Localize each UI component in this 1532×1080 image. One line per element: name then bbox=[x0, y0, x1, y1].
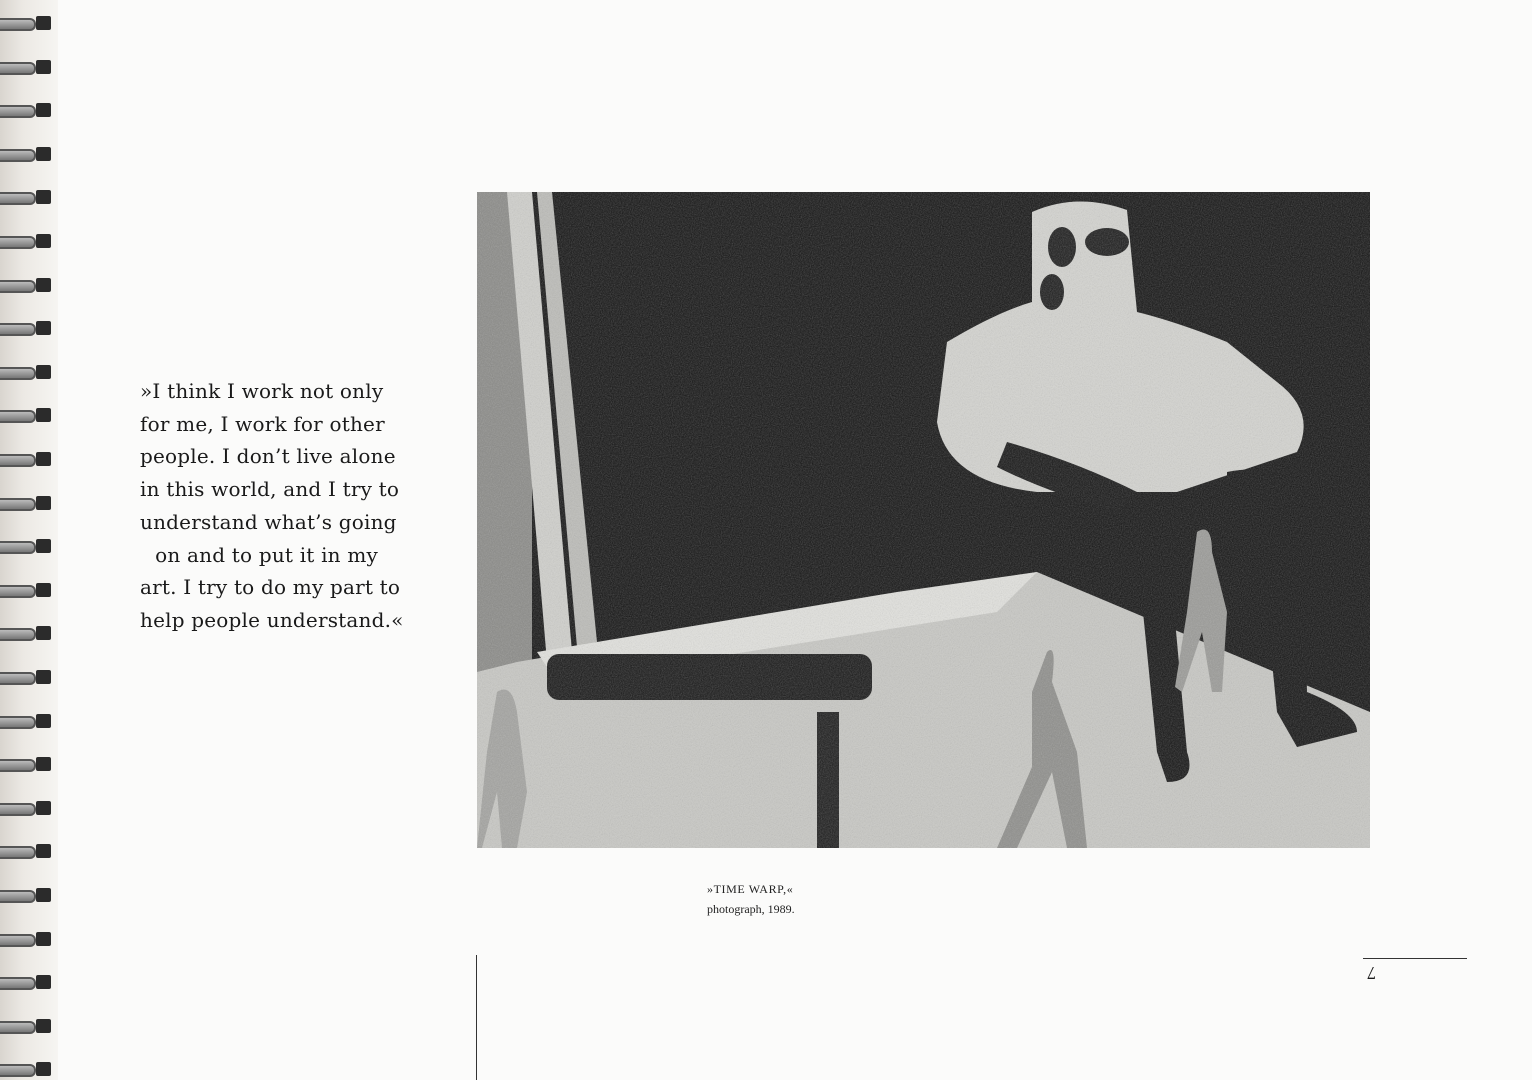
quote-line: in this world, and I try to bbox=[140, 477, 400, 502]
coil-wire bbox=[0, 149, 36, 162]
punch-hole bbox=[36, 670, 51, 684]
spiral-coil bbox=[0, 537, 54, 555]
coil-wire bbox=[0, 62, 36, 75]
punch-hole bbox=[36, 801, 51, 815]
spiral-coil bbox=[0, 842, 54, 860]
punch-hole bbox=[36, 365, 51, 379]
coil-wire bbox=[0, 934, 36, 947]
punch-hole bbox=[36, 321, 51, 335]
quote-line: understand what’s going bbox=[140, 509, 397, 534]
coil-wire bbox=[0, 628, 36, 641]
page-number: 7 bbox=[1367, 963, 1376, 983]
punch-hole bbox=[36, 452, 51, 466]
spiral-coil bbox=[0, 232, 54, 250]
coil-wire bbox=[0, 18, 36, 31]
spiral-coil bbox=[0, 450, 54, 468]
coil-wire bbox=[0, 672, 36, 685]
spiral-coil bbox=[0, 145, 54, 163]
coil-wire bbox=[0, 105, 36, 118]
spiral-coil bbox=[0, 712, 54, 730]
spiral-coil bbox=[0, 668, 54, 686]
caption-subtitle: photograph, 1989. bbox=[707, 902, 795, 916]
punch-hole bbox=[36, 60, 51, 74]
caption-title: »TIME WARP,« bbox=[707, 882, 794, 896]
coil-wire bbox=[0, 323, 36, 336]
coil-wire bbox=[0, 716, 36, 729]
quote-line: art. I try to do my part to bbox=[140, 575, 401, 600]
punch-hole bbox=[36, 278, 51, 292]
spiral-coil bbox=[0, 188, 54, 206]
punch-hole bbox=[36, 408, 51, 422]
punch-hole bbox=[36, 583, 51, 597]
photo-caption bbox=[707, 879, 795, 919]
spiral-coil bbox=[0, 799, 54, 817]
punch-hole bbox=[36, 539, 51, 553]
punch-hole bbox=[36, 757, 51, 771]
punch-hole bbox=[36, 103, 51, 117]
coil-wire bbox=[0, 803, 36, 816]
coil-wire bbox=[0, 498, 36, 511]
spiral-coil bbox=[0, 14, 54, 32]
artwork-photograph bbox=[477, 192, 1370, 848]
spiral-coil bbox=[0, 581, 54, 599]
spiral-coil bbox=[0, 1017, 54, 1035]
spiral-coil bbox=[0, 973, 54, 991]
quote-line: »I think I work not only bbox=[140, 379, 384, 403]
punch-hole bbox=[36, 844, 51, 858]
photograph-image bbox=[477, 192, 1370, 848]
spiral-coil bbox=[0, 101, 54, 119]
coil-wire bbox=[0, 236, 36, 249]
punch-hole bbox=[36, 888, 51, 902]
punch-hole bbox=[36, 714, 51, 728]
coil-wire bbox=[0, 846, 36, 859]
punch-hole bbox=[36, 496, 51, 510]
spiral-coil bbox=[0, 363, 54, 381]
quote-line: help people understand.« bbox=[140, 607, 404, 632]
quote-line: for me, I work for other bbox=[140, 411, 385, 436]
coil-wire bbox=[0, 1064, 36, 1077]
coil-wire bbox=[0, 454, 36, 467]
punch-hole bbox=[36, 1019, 51, 1033]
coil-wire bbox=[0, 280, 36, 293]
coil-wire bbox=[0, 541, 36, 554]
coil-wire bbox=[0, 585, 36, 598]
punch-hole bbox=[36, 975, 51, 989]
spiral-coil bbox=[0, 624, 54, 642]
coil-wire bbox=[0, 1021, 36, 1034]
margin-rule bbox=[476, 955, 477, 1080]
pull-quote bbox=[140, 375, 404, 637]
page-number-rule bbox=[1363, 958, 1467, 959]
coil-wire bbox=[0, 367, 36, 380]
spiral-coil bbox=[0, 276, 54, 294]
coil-wire bbox=[0, 192, 36, 205]
punch-hole bbox=[36, 190, 51, 204]
punch-hole bbox=[36, 147, 51, 161]
coil-wire bbox=[0, 890, 36, 903]
punch-hole bbox=[36, 16, 51, 30]
spiral-coil bbox=[0, 406, 54, 424]
punch-hole bbox=[36, 932, 51, 946]
spiral-coil bbox=[0, 494, 54, 512]
spiral-binding bbox=[0, 0, 58, 1080]
coil-wire bbox=[0, 759, 36, 772]
spiral-coil bbox=[0, 930, 54, 948]
quote-line: people. I don’t live alone bbox=[140, 444, 396, 469]
spiral-coil bbox=[0, 886, 54, 904]
spiral-coil bbox=[0, 1060, 54, 1078]
coil-wire bbox=[0, 410, 36, 423]
punch-hole bbox=[36, 626, 51, 640]
quote-line: on and to put it in my bbox=[155, 542, 378, 567]
spiral-coil bbox=[0, 755, 54, 773]
spiral-coil bbox=[0, 58, 54, 76]
punch-hole bbox=[36, 234, 51, 248]
coil-wire bbox=[0, 977, 36, 990]
punch-hole bbox=[36, 1062, 51, 1076]
spiral-coil bbox=[0, 319, 54, 337]
